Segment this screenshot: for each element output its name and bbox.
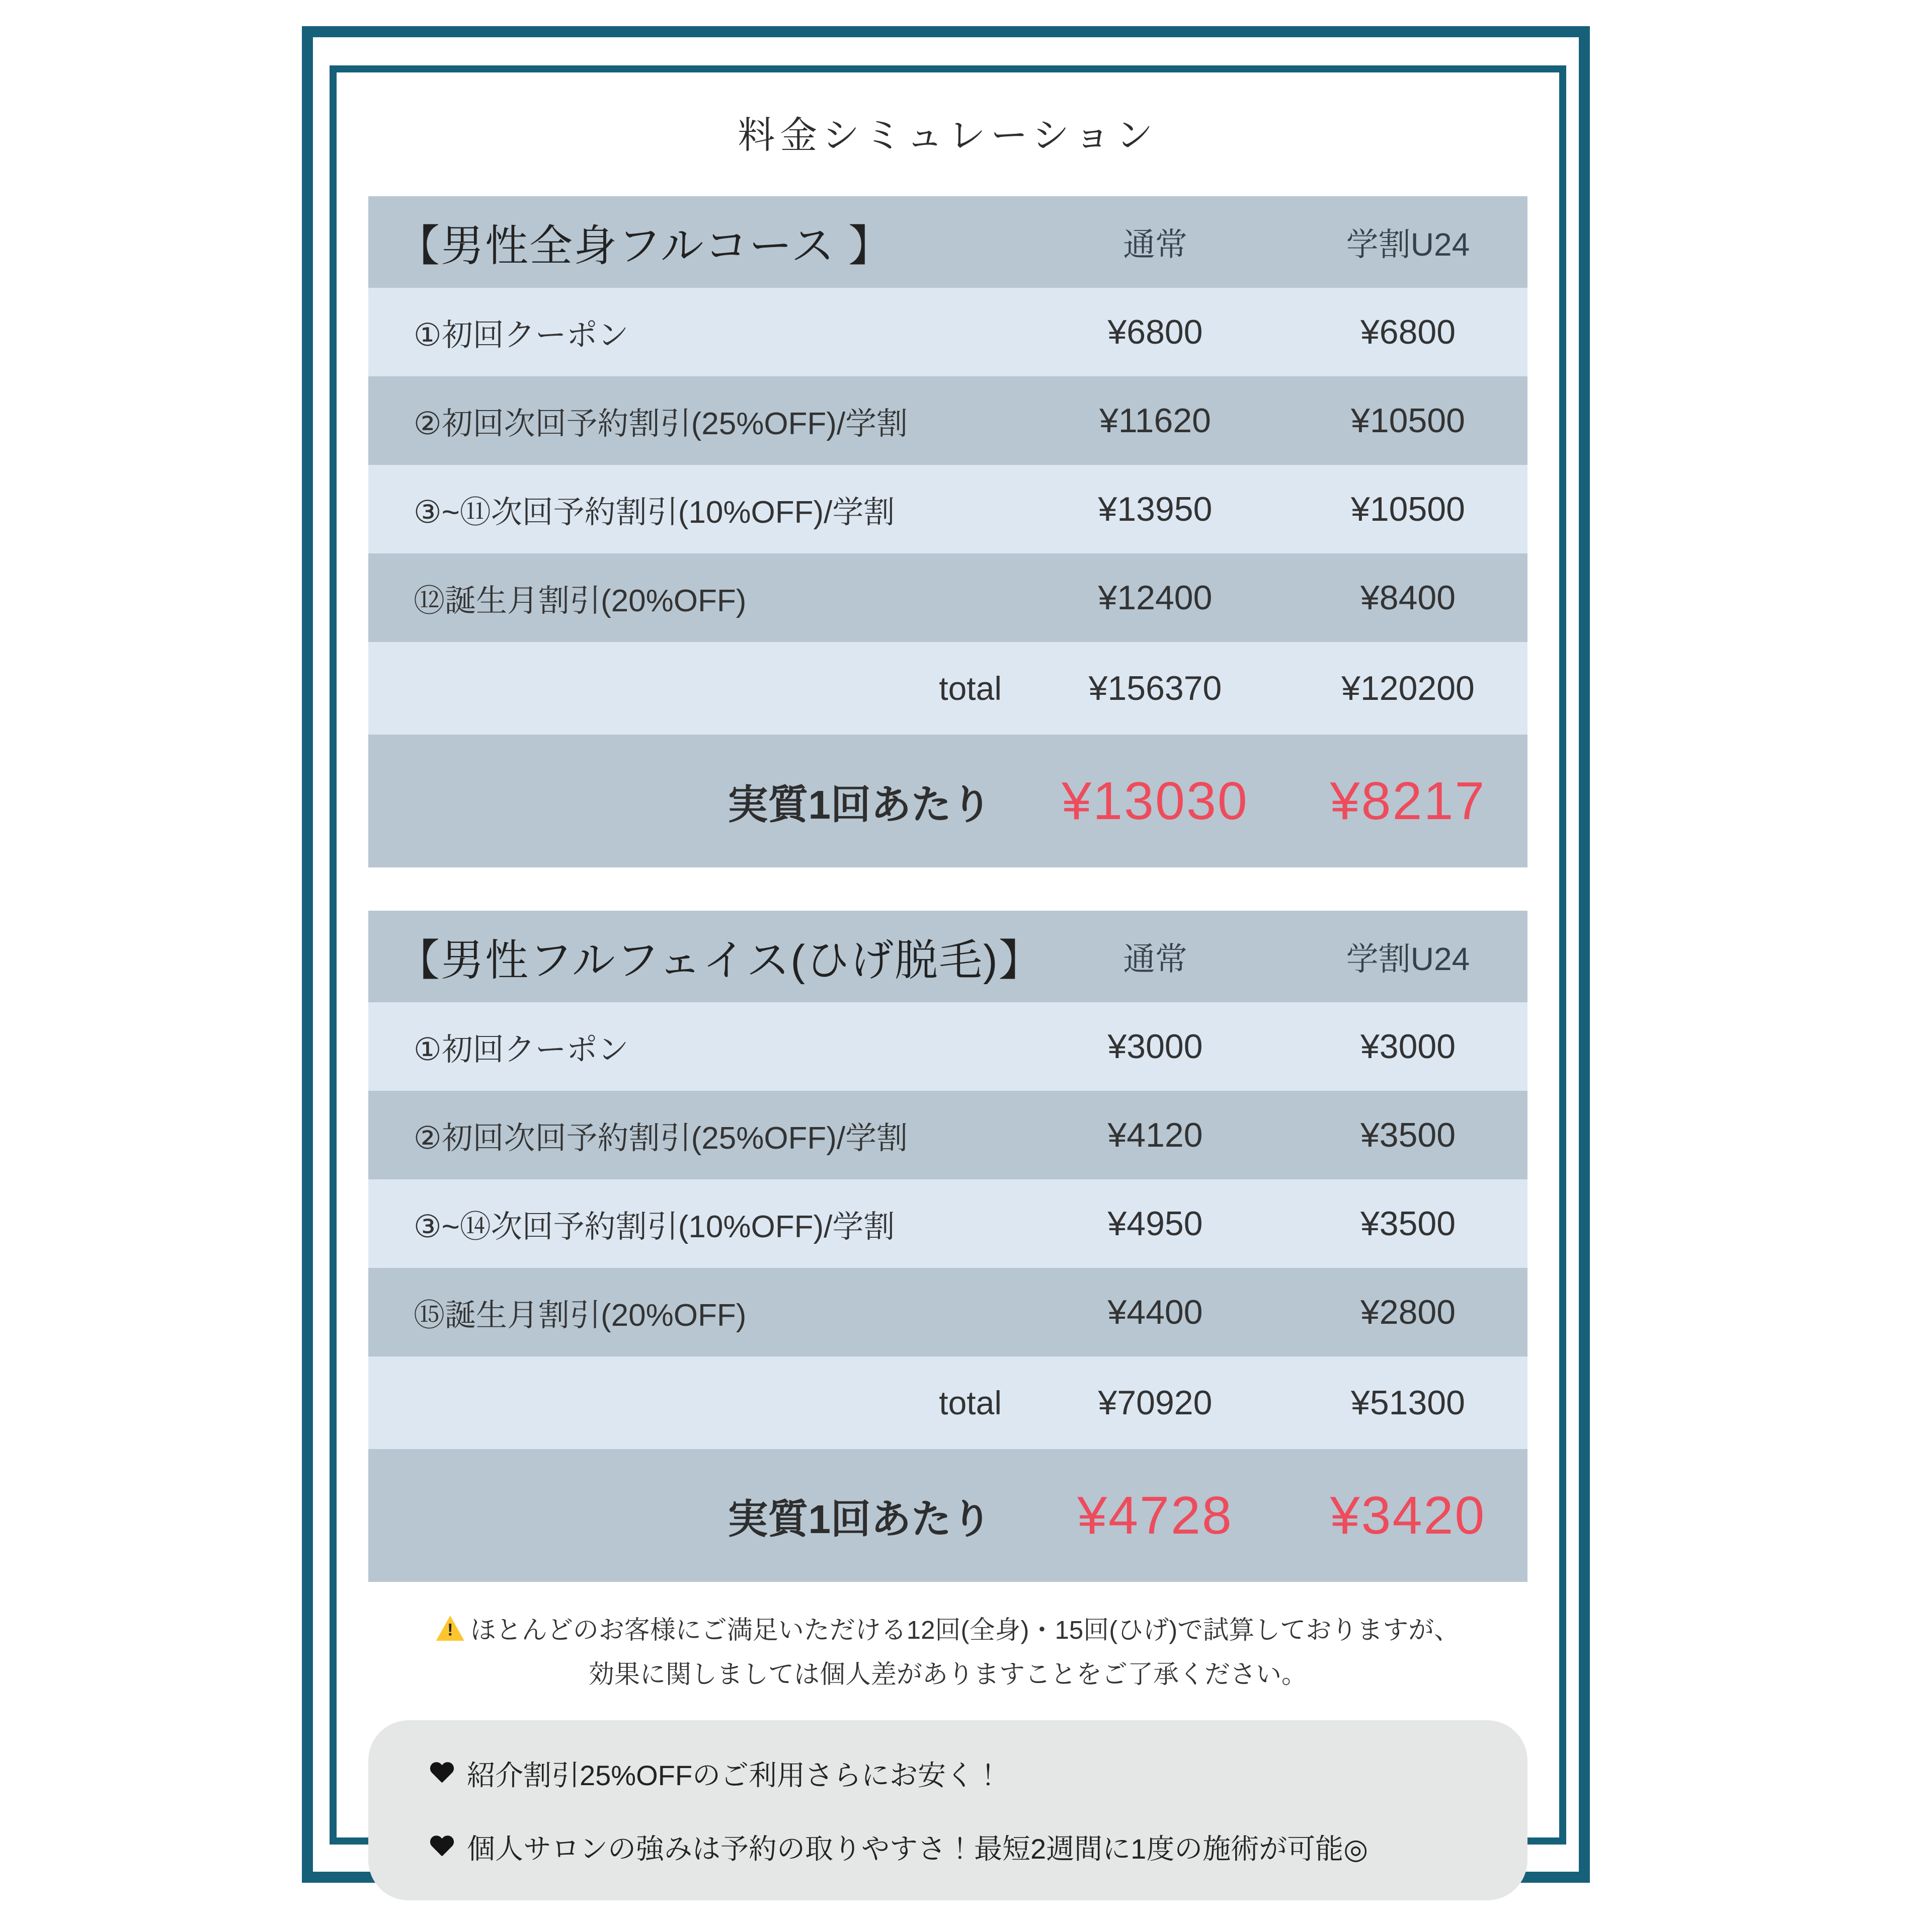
table-row	[368, 1091, 1527, 1179]
table-row	[368, 376, 1527, 465]
per-session-price-regular: ¥13030	[1062, 771, 1249, 831]
table-row	[368, 465, 1527, 553]
notes-box	[368, 1720, 1527, 1900]
total-regular: ¥70920	[1098, 1384, 1213, 1422]
table-row	[368, 553, 1527, 642]
row-label: ①初回クーポン	[414, 317, 629, 353]
table-full-body-course	[368, 196, 1527, 867]
note-text: 個人サロンの強みは予約の取りやすさ！最短2週間に1度の施術が可能◎	[467, 1833, 1369, 1865]
total-student: ¥120200	[1341, 669, 1475, 707]
price-student: ¥10500	[1351, 402, 1465, 440]
row-label: ②初回次回予約割引(25%OFF)/学割	[414, 1121, 908, 1156]
disclaimer-text	[368, 1608, 1527, 1696]
per-session-price-student: ¥8217	[1330, 771, 1486, 831]
table-full-face-course	[368, 911, 1527, 1582]
page-title: 料金シミュレーション	[738, 114, 1158, 156]
per-session-label: 実質1回あたり	[728, 1496, 992, 1542]
price-student: ¥8400	[1360, 579, 1456, 617]
price-regular: ¥3000	[1107, 1027, 1203, 1066]
note-item	[430, 1827, 1492, 1867]
table-row	[368, 288, 1527, 376]
column-header-regular: 通常	[1123, 226, 1187, 263]
total-student: ¥51300	[1351, 1384, 1465, 1422]
price-regular: ¥4950	[1107, 1205, 1203, 1243]
row-label: ⑫誕生月割引(20%OFF)	[414, 583, 747, 618]
column-header-student: 学割U24	[1346, 941, 1470, 977]
table-row	[368, 1268, 1527, 1356]
price-regular: ¥12400	[1098, 579, 1213, 617]
heart-icon	[430, 1836, 454, 1858]
row-label: ③~⑭次回予約割引(10%OFF)/学割	[414, 1209, 895, 1244]
column-header-student: 学割U24	[1346, 226, 1470, 263]
row-label: ②初回次回予約割引(25%OFF)/学割	[414, 406, 908, 441]
course-title: 【男性フルフェイス(ひげ脱毛)】	[396, 936, 1043, 985]
disclaimer-line-1	[368, 1608, 1527, 1652]
table-row	[368, 1179, 1527, 1268]
total-label: total	[939, 1384, 1002, 1421]
table-header-row	[368, 196, 1527, 288]
per-session-row	[368, 735, 1527, 867]
total-label: total	[939, 670, 1002, 707]
price-regular: ¥11620	[1099, 402, 1211, 440]
inner-border-frame	[330, 65, 1566, 1865]
column-header-regular: 通常	[1123, 941, 1187, 977]
per-session-label: 実質1回あたり	[728, 782, 992, 827]
note-text: 紹介割引25%OFFのご利用さらにお安く！	[467, 1759, 1003, 1792]
price-student: ¥3000	[1360, 1027, 1456, 1066]
disclaimer-line-1-text: ほとんどのお客様にご満足いただける12回(全身)・15回(ひげ)で試算しておりますが、	[470, 1616, 1460, 1644]
total-row	[368, 1356, 1527, 1449]
note-item	[430, 1753, 1492, 1794]
per-session-price-regular: ¥4728	[1077, 1485, 1233, 1545]
price-regular: ¥4400	[1107, 1293, 1203, 1331]
row-label: ③~⑪次回予約割引(10%OFF)/学割	[414, 495, 895, 530]
price-student: ¥2800	[1360, 1293, 1456, 1331]
row-label: ①初回クーポン	[414, 1032, 629, 1067]
per-session-price-student: ¥3420	[1330, 1485, 1486, 1545]
table-row	[368, 1002, 1527, 1091]
price-student: ¥3500	[1360, 1205, 1456, 1243]
price-regular: ¥4120	[1107, 1116, 1203, 1154]
outer-border-frame	[302, 26, 1590, 1883]
warning-icon	[436, 1616, 464, 1641]
course-title: 【男性全身フルコース 】	[396, 222, 893, 270]
disclaimer-line-2: 効果に関しましては個人差がありますことをご了承ください。	[588, 1659, 1307, 1689]
row-label: ⑮誕生月割引(20%OFF)	[414, 1298, 747, 1333]
price-student: ¥10500	[1351, 490, 1465, 528]
price-regular: ¥13950	[1098, 490, 1213, 528]
total-row	[368, 642, 1527, 735]
price-regular: ¥6800	[1107, 313, 1203, 351]
total-regular: ¥156370	[1088, 669, 1222, 707]
per-session-row	[368, 1449, 1527, 1582]
table-header-row	[368, 911, 1527, 1002]
heart-icon	[430, 1763, 454, 1785]
price-student: ¥3500	[1360, 1116, 1456, 1154]
price-student: ¥6800	[1360, 313, 1456, 351]
